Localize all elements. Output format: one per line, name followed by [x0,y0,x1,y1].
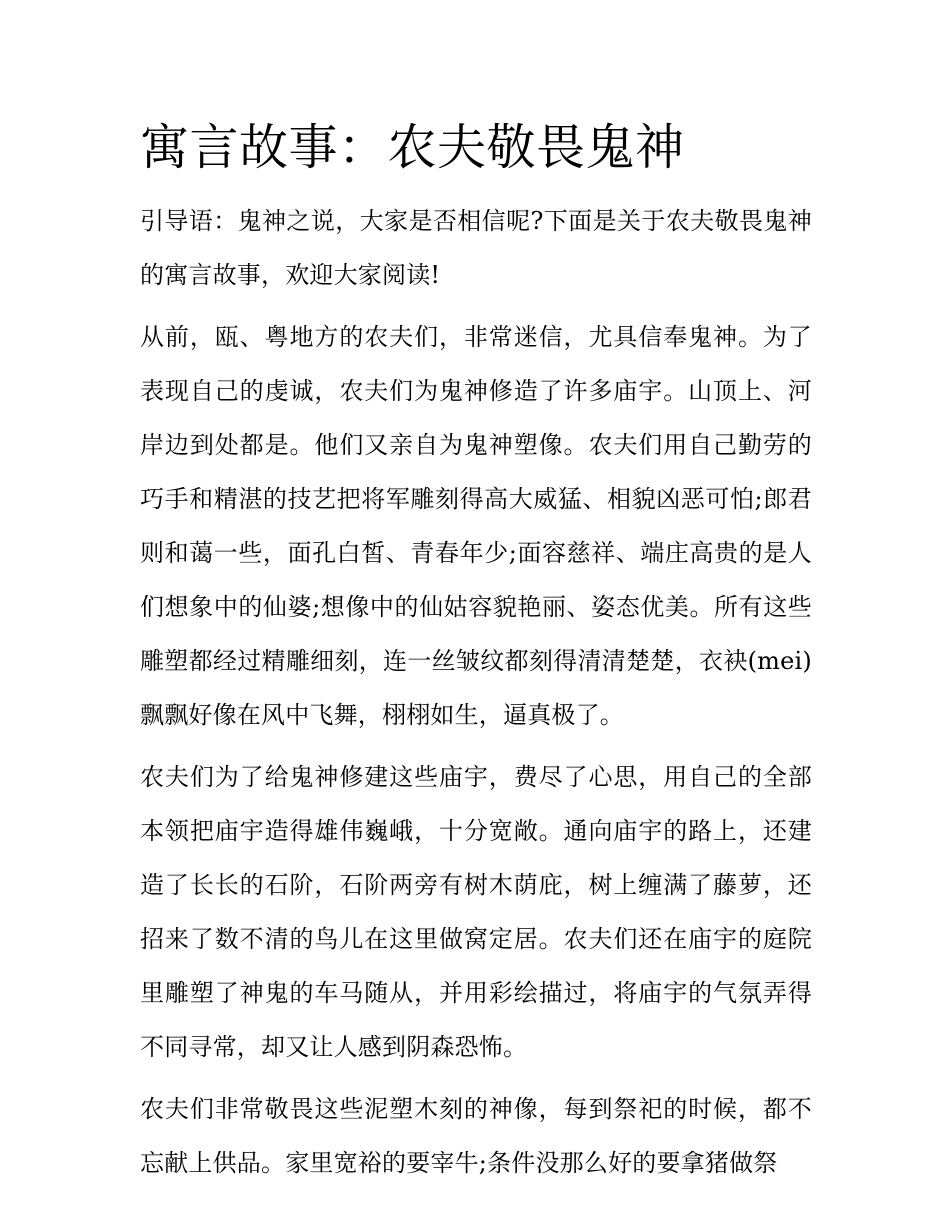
story-paragraph-2: 农夫们为了给鬼神修建这些庙宇，费尽了心思，用自己的全部本领把庙宇造得雄伟巍峨，十分宽敞。通向庙宇的路上，还建造了长长的石阶，石阶两旁有树木荫庇，树上缠满了藤萝，还招来了数不清的鸟儿在这里做窝定居。农夫们还在庙宇的庭院里雕塑了神鬼的车马随从，并用彩绘描过，将庙宇的气氛弄得不同寻常，却又让人感到阴森恐怖。 [140,763,812,1061]
story-paragraph-3: 农夫们非常敬畏这些泥塑木刻的神像，每到祭祀的时候，都不忘献上供品。家里宽裕的要宰牛;条件没那么好的要拿猪做祭 [140,1095,812,1177]
intro-paragraph: 引导语：鬼神之说，大家是否相信呢?下面是关于农夫敬畏鬼神的寓言故事，欢迎大家阅读! [140,207,812,289]
story-paragraph-1: 从前，瓯、粤地方的农夫们，非常迷信，尤具信奉鬼神。为了表现自己的虔诚，农夫们为鬼神修造了许多庙宇。山顶上、河岸边到处都是。他们又亲自为鬼神塑像。农夫们用自己勤劳的巧手和精湛的技艺把将军雕刻得高大威猛、相貌凶恶可怕;郎君则和蔼一些，面孔白皙、青春年少;面容慈祥、端庄高贵的是人们想象中的仙婆;想像中的仙姑容貌艳丽、姿态优美。所有这些雕塑都经过精雕细刻，连一丝皱纹都刻得清清楚楚，衣袂(mei)飘飘好像在风中飞舞，栩栩如生，逼真极了。 [140,323,812,729]
document-content [140,118,812,1198]
document-title: 寓言故事：农夫敬畏鬼神 [140,119,685,176]
